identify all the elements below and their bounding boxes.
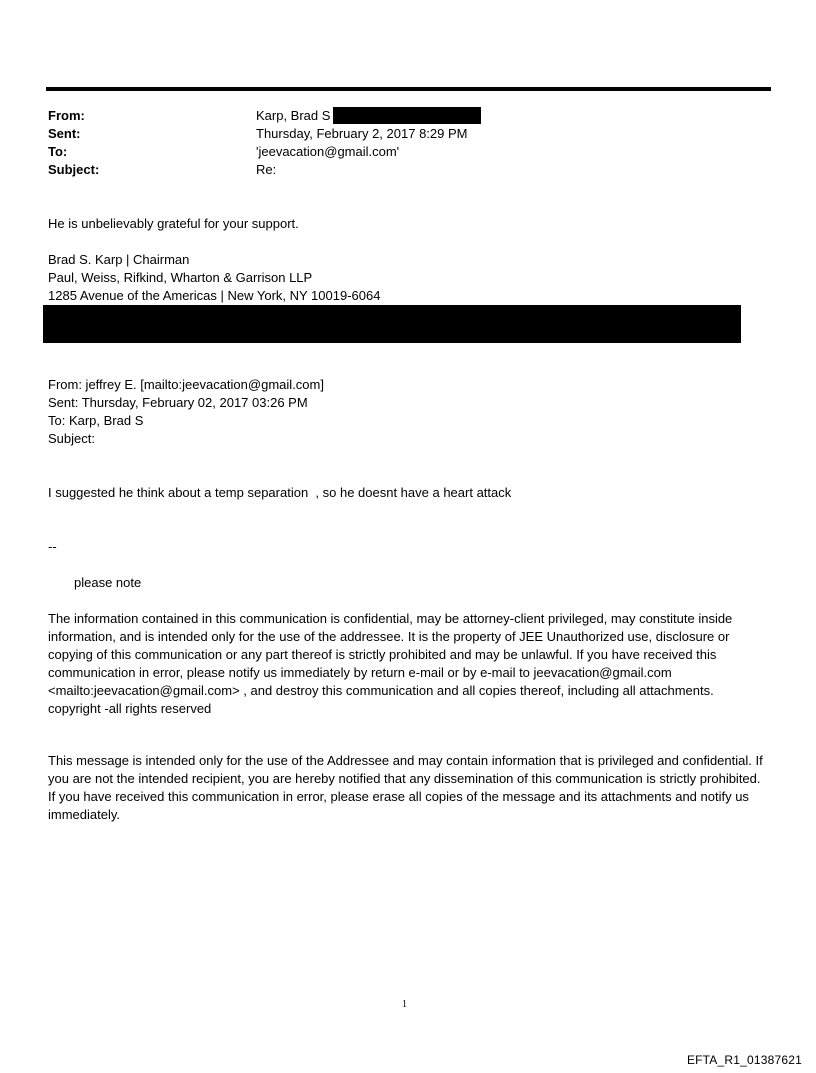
- separator: --: [48, 539, 57, 554]
- header-rule: [46, 87, 771, 91]
- quoted-to: To: Karp, Brad S: [48, 413, 144, 428]
- footer-notice: This message is intended only for the use of the Addressee and may contain information that is privileged and confidential. If you are not the intended recipient, you are hereby notified that any dissemination of this communication is strictly prohibited. If you have received this communication in error, please erase all copies of the message and its attachments and notify us immediately.: [48, 753, 763, 822]
- to-label: To:: [48, 144, 68, 159]
- confidentiality-disclaimer: The information contained in this communication is confidential, may be attorney-client privileged, may constitute inside information, and is intended only for the use of the addressee. It is the property of JEE Unauthorized use, disclosure or copying of this communication or any part thereof is strictly prohibited and may be unlawful. If you have received this communication in error, please notify us immediately by return e-mail or by e-mail to jeevacation@gmail.com <mailto:jeevacation@gmail.com> , and destroy this communication and all copies thereof, including all attachments. copyright -all rights reserved: [48, 611, 733, 716]
- signature-line-3: 1285 Avenue of the Americas | New York, NY 10019-6064: [48, 288, 381, 303]
- to-row: [48, 143, 768, 161]
- reply-text: He is unbelievably grateful for your support.: [48, 216, 299, 231]
- sent-label: Sent:: [48, 126, 81, 141]
- quoted-subject: Subject:: [48, 431, 95, 446]
- subject-row: [48, 161, 768, 179]
- to-value: 'jeevacation@gmail.com': [256, 144, 400, 159]
- from-value: Karp, Brad S: [256, 108, 331, 123]
- sent-row: [48, 125, 768, 143]
- sent-value: Thursday, February 2, 2017 8:29 PM: [256, 126, 468, 141]
- signature-line-2: Paul, Weiss, Rifkind, Wharton & Garrison LLP: [48, 270, 313, 285]
- bates-number: EFTA_R1_01387621: [686, 1053, 802, 1067]
- subject-label: Subject:: [48, 162, 100, 177]
- quoted-from: From: jeffrey E. [mailto:jeevacation@gmail.com]: [48, 377, 324, 392]
- redaction-email: [333, 107, 481, 124]
- signature-line-1: Brad S. Karp | Chairman: [48, 252, 190, 267]
- quoted-message: I suggested he think about a temp separation , so he doesnt have a heart attack: [48, 485, 512, 500]
- redaction-block: [43, 305, 741, 343]
- subject-value: Re:: [256, 162, 277, 177]
- please-note: please note: [74, 575, 142, 590]
- page-number: 1: [402, 999, 407, 1010]
- from-label: From:: [48, 108, 85, 123]
- quoted-sent: Sent: Thursday, February 02, 2017 03:26 PM: [48, 395, 308, 410]
